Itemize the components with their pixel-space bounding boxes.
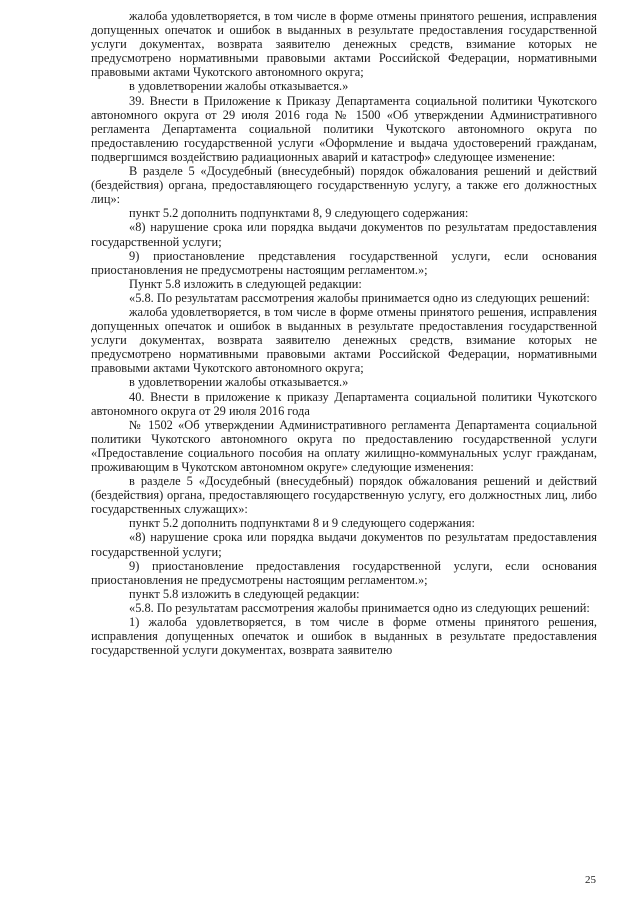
paragraph: «8) нарушение срока или порядка выдачи документов по результатам предоставления государственной услуги;	[91, 530, 597, 559]
paragraph: № 1502 «Об утверждении Административного регламента Департамента социальной политики Чукотского автономного округа по предоставлению государственной услуги «Предоставление социального пособия на оплату жилищно-коммунальных услуг гражданам, проживающим в Чукотском автономном округе» следующие изменения:	[91, 417, 597, 474]
paragraph: пункт 5.2 дополнить подпунктами 8 и 9 следующего содержания:	[129, 516, 475, 531]
paragraph: пункт 5.2 дополнить подпунктами 8, 9 следующего содержания:	[129, 206, 469, 221]
paragraph: 9) приостановление представления государственной услуги, если основания приостановления не предусмотрены настоящим регламентом.»;	[91, 248, 597, 277]
paragraph: 1) жалоба удовлетворяется, в том числе в форме отмены принятого решения, исправления допущенных опечаток и ошибок в выданных в результате предоставления государственной услуги документах, возврата заявителю	[91, 615, 597, 658]
paragraph: жалоба удовлетворяется, в том числе в форме отмены принятого решения, исправления допущенных опечаток и ошибок в выданных в результате предоставления государственной услуги документах, возврата заявителю денежных средств, взимание которых не предусмотрено нормативными правовыми актами Российской Федерации, нормативными правовыми актами Чукотского автономного округа;	[91, 304, 597, 376]
paragraph: в удовлетворении жалобы отказывается.»	[129, 79, 349, 94]
page-number: 25	[585, 874, 596, 886]
paragraph: «5.8. По результатам рассмотрения жалобы принимается одно из следующих решений:	[129, 290, 590, 305]
paragraph: «5.8. По результатам рассмотрения жалобы принимается одно из следующих решений:	[129, 600, 590, 615]
paragraph: пункт 5.8 изложить в следующей редакции:	[129, 586, 360, 601]
document-body	[91, 9, 597, 657]
paragraph: жалоба удовлетворяется, в том числе в форме отмены принятого решения, исправления допущенных опечаток и ошибок в выданных в результате предоставления государственной услуги документах, возврата заявителю денежных средств, взимание которых не предусмотрено нормативными правовыми актами Российской Федерации, нормативными правовыми актами Чукотского автономного округа;	[91, 9, 597, 80]
paragraph: 39. Внести в Приложение к Приказу Департамента социальной политики Чукотского автономного округа от 29 июля 2016 года № 1500 «Об утверждении Административного регламента Департамента социальной политики Чукотского автономного округа по предоставлению государственной услуги «Оформление и выдача удостоверений гражданам, подвергшимся воздействию радиационных аварий и катастроф» следующее изменение:	[91, 93, 597, 164]
paragraph: В разделе 5 «Досудебный (внесудебный) порядок обжалования решений и действий (бездействия) органа, предоставляющего государственную услугу, а также его должностных лиц»:	[91, 164, 597, 207]
paragraph: Пункт 5.8 изложить в следующей редакции:	[129, 276, 362, 291]
paragraph: в разделе 5 «Досудебный (внесудебный) порядок обжалования решений и действий (бездействия) органа, предоставляющего государственную услугу, его должностных лиц, либо государственных служащих»:	[91, 474, 597, 517]
paragraph: в удовлетворении жалобы отказывается.»	[129, 375, 349, 390]
paragraph: 9) приостановление предоставления государственной услуги, если основания приостановления не предусмотрены настоящим регламентом.»;	[91, 558, 597, 587]
paragraph: «8) нарушение срока или порядка выдачи документов по результатам предоставления государственной услуги;	[91, 220, 597, 249]
paragraph: 40. Внести в приложение к приказу Департамента социальной политики Чукотского автономного округа от 29 июля 2016 года	[91, 389, 597, 418]
